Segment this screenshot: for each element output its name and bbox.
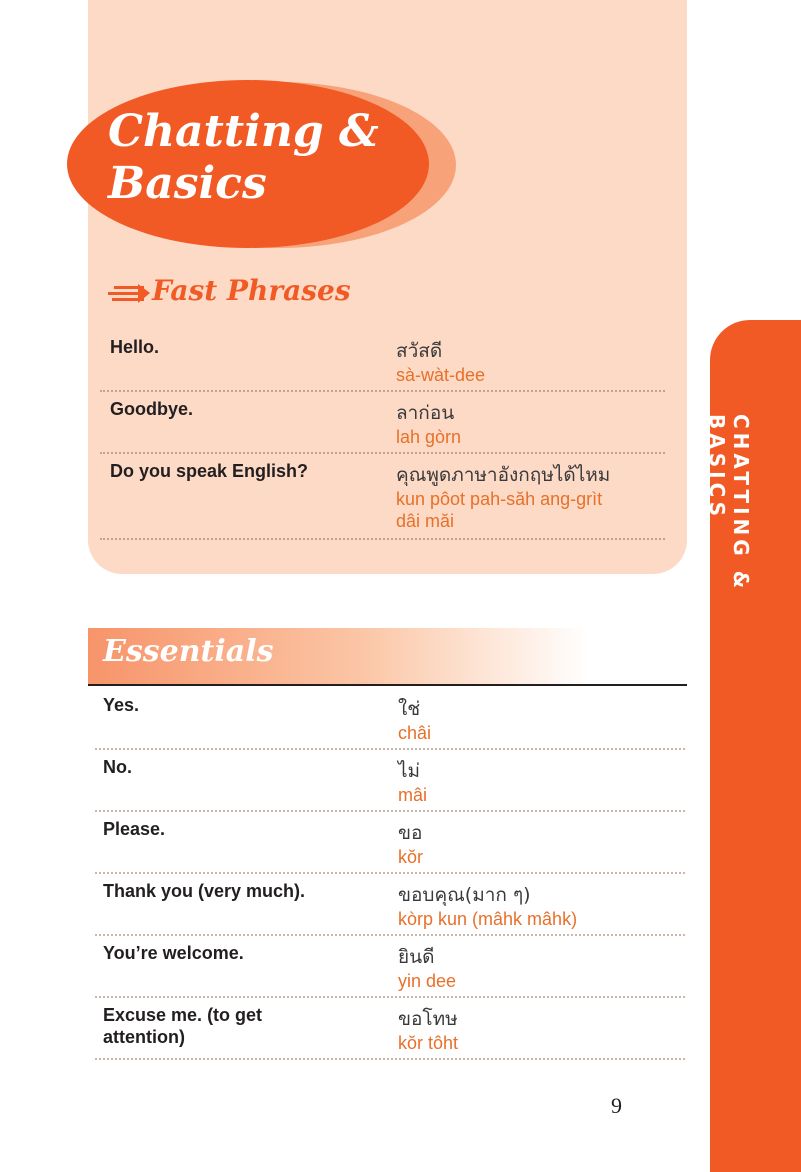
english-phrase: Yes. bbox=[103, 695, 140, 715]
thai-phrase: คุณพูดภาษาอังกฤษได้ไหม bbox=[396, 464, 611, 486]
thai-phrase: ขอโทษ bbox=[398, 1008, 458, 1030]
english-phrase: Excuse me. (to get attention) bbox=[103, 1005, 263, 1047]
english-phrase: Hello. bbox=[110, 337, 160, 357]
english-phrase: Please. bbox=[103, 819, 166, 839]
phrase-row bbox=[95, 750, 685, 812]
thai-phrase: ไม่ bbox=[398, 760, 421, 782]
transliteration: kŏr tôht bbox=[398, 1033, 459, 1053]
transliteration: kŏr bbox=[398, 847, 424, 867]
phrase-row bbox=[95, 688, 685, 750]
phrase-row bbox=[100, 330, 665, 392]
chapter-title: Chatting & Basics bbox=[108, 106, 379, 209]
phrase-row bbox=[100, 392, 665, 454]
thai-phrase: ลาก่อน bbox=[396, 402, 455, 424]
transliteration: yin dee bbox=[398, 971, 457, 991]
phrase-row bbox=[95, 874, 685, 936]
fast-phrases-list bbox=[100, 330, 665, 540]
english-phrase: You’re welcome. bbox=[103, 943, 244, 963]
thai-phrase: ใช่ bbox=[398, 698, 421, 720]
transliteration: lah gòrn bbox=[396, 427, 462, 447]
phrase-row bbox=[95, 936, 685, 998]
transliteration: kòrp kun (mâhk mâhk) bbox=[398, 909, 578, 929]
english-phrase: Do you speak English? bbox=[110, 461, 309, 481]
thai-phrase: สวัสดี bbox=[396, 340, 443, 362]
thai-phrase: ยินดี bbox=[398, 946, 435, 968]
english-phrase: Thank you (very much). bbox=[103, 881, 306, 901]
phrase-row bbox=[95, 812, 685, 874]
thai-phrase: ขอ bbox=[398, 822, 423, 844]
phrase-row bbox=[95, 998, 685, 1060]
essentials-list bbox=[95, 688, 685, 1060]
speed-lines-icon bbox=[108, 284, 150, 304]
essentials-title: Essentials bbox=[103, 634, 274, 669]
phrase-row bbox=[100, 454, 665, 540]
transliteration: mâi bbox=[398, 785, 428, 805]
thai-phrase: ขอบคุณ(มาก ๆ) bbox=[398, 884, 531, 906]
transliteration: châi bbox=[398, 723, 432, 743]
side-tab-label: CHATTING & BASICS bbox=[705, 414, 753, 593]
english-phrase: No. bbox=[103, 757, 132, 777]
page-number: 9 bbox=[611, 1093, 622, 1118]
transliteration: sà-wàt-dee bbox=[396, 365, 486, 385]
essentials-divider bbox=[88, 684, 687, 686]
english-phrase: Goodbye. bbox=[110, 399, 194, 419]
transliteration: kun pôot pah-săh ang-grìt dâi măi bbox=[396, 489, 603, 531]
fast-phrases-title: Fast Phrases bbox=[152, 274, 351, 307]
